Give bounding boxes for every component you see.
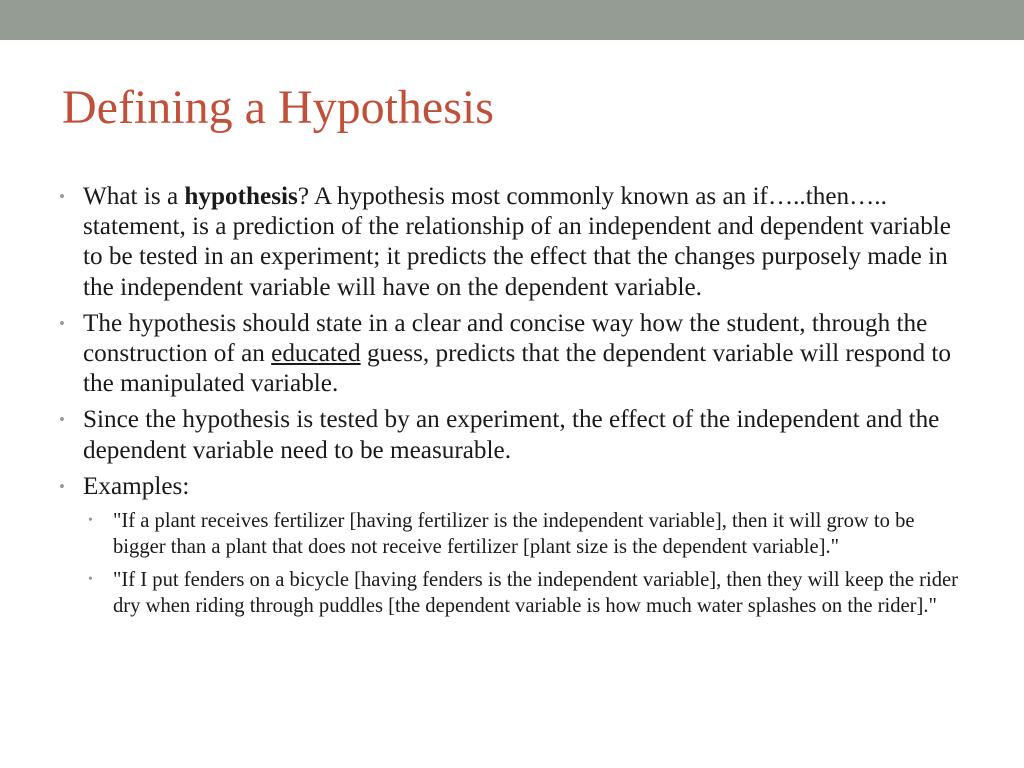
- top-accent-band: [0, 0, 1024, 40]
- bullet-examples: [58, 472, 968, 502]
- slide-body: [58, 182, 968, 626]
- bullet-measurable: [58, 405, 968, 465]
- sub-bullet-fertilizer-text: "If a plant receives fertilizer [having fertilizer is the independent variable], then it will grow to be bigger than a plant that does not receive fertilizer [plant size is the dependent variable].": [113, 510, 915, 559]
- bullet-clear-statement-rest: guess, predicts that the dependent variable will respond to the manipulated variable.: [83, 340, 952, 398]
- bullet-clear-statement: [58, 309, 968, 400]
- bullet-clear-statement-lead: The hypothesis should state in a clear and concise way how the student, through the construction of an: [83, 309, 928, 368]
- bullet-clear-statement-term: educated: [271, 340, 361, 368]
- sub-bullet-bicycle-text: "If I put fenders on a bicycle [having fenders is the independent variable], then they will keep the rider dry when riding through puddles [the dependent variable is how much water splashes on the rider].": [113, 569, 958, 618]
- bullet-examples-text: Examples:: [83, 472, 190, 500]
- bullet-measurable-text: Since the hypothesis is tested by an experiment, the effect of the independent and the dependent variable need to be measurable.: [83, 406, 940, 464]
- sub-bullet-fertilizer-example: [88, 508, 968, 560]
- slide-title: Defining a Hypothesis: [62, 81, 494, 134]
- bullet-definition-lead: What is a: [83, 183, 185, 210]
- sub-bullet-bicycle-example: [88, 567, 968, 619]
- bullet-definition: [58, 182, 968, 303]
- bullet-definition-term: hypothesis: [184, 183, 298, 210]
- bullet-definition-rest: ? A hypothesis most commonly known as an if…..then….. statement, is a prediction of the relationship of an independent and dependent variable to be tested in an experiment; it predicts the effect that the changes purposely made in the independent variable will have on the dependent variable.: [83, 183, 951, 301]
